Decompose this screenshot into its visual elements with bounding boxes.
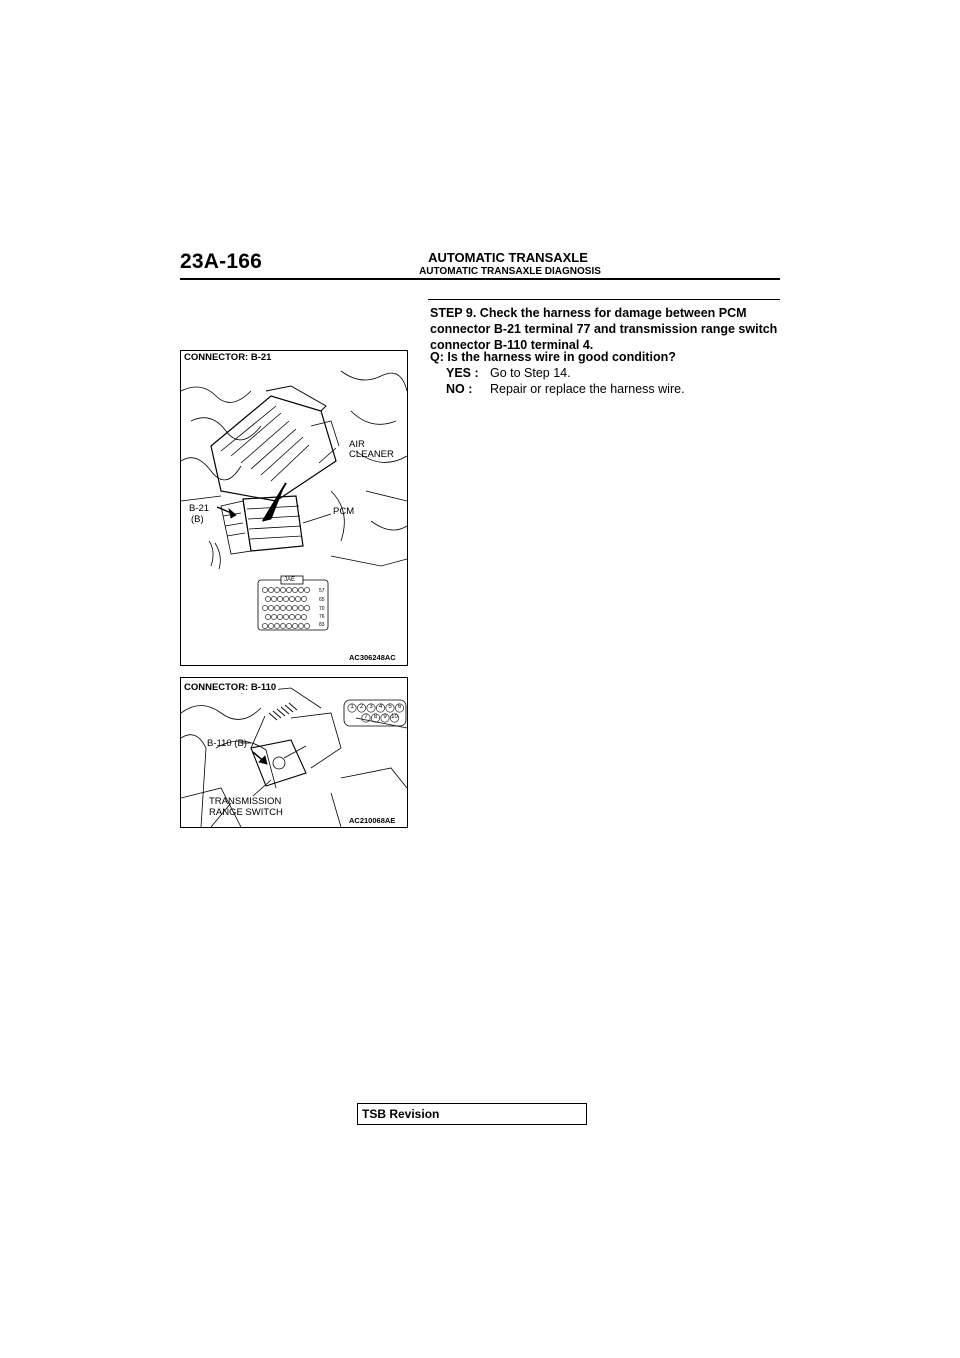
answer-no-text: Repair or replace the harness wire. (490, 382, 685, 396)
callout-air: AIR (349, 439, 365, 450)
b21-pin (286, 623, 291, 628)
tsb-revision-label: TSB Revision (362, 1107, 440, 1121)
b21-pin (280, 605, 285, 610)
step-heading: STEP 9. Check the harness for damage between PCM connector B-21 terminal 77 and transmission range switch connector B-110 terminal 4. (430, 306, 778, 352)
answer-no-key: NO : (446, 382, 473, 396)
b21-pin (265, 614, 270, 619)
b21-pin (298, 605, 303, 610)
pin-83: 83 (319, 622, 325, 628)
figure-connector-b110-code: AC210068AE (349, 816, 396, 825)
callout-range-switch: RANGE SWITCH (209, 807, 283, 818)
b21-pin (292, 587, 297, 592)
figure-connector-b21-label: CONNECTOR: B-21 (184, 352, 272, 363)
callout-cleaner: CLEANER (349, 449, 394, 460)
callout-b21-b: (B) (191, 514, 204, 525)
header-rule (180, 278, 780, 280)
b21-pin (289, 596, 294, 601)
pin-70: 70 (319, 606, 325, 612)
b110-pin-label: 1 (350, 704, 354, 710)
b110-pin-label: 4 (378, 704, 383, 710)
b21-pin (265, 596, 270, 601)
figure-connector-b110-label: CONNECTOR: B-110 (184, 682, 277, 693)
b21-pin (292, 623, 297, 628)
b21-pin (304, 587, 309, 592)
callout-b110: B-110 (B) (207, 738, 247, 749)
b21-pin (301, 614, 306, 619)
b110-pin-label: 6 (397, 704, 402, 710)
figure-connector-b21 (180, 350, 408, 666)
step-question: Q: Is the harness wire in good condition? (430, 350, 676, 364)
step-rule (428, 299, 780, 300)
b21-pin (274, 605, 279, 610)
b21-pin (298, 587, 303, 592)
b21-pin (289, 614, 294, 619)
b21-pin (298, 623, 303, 628)
b21-pin (286, 605, 291, 610)
engine-bay-illustration (181, 351, 407, 665)
b21-pin (301, 596, 306, 601)
b110-pin-label: 2 (359, 704, 364, 710)
answer-yes (446, 366, 571, 380)
b21-pin (262, 605, 267, 610)
b110-pin-label: 5 (388, 704, 392, 710)
b21-pin (280, 623, 285, 628)
b110-pin-labels (181, 678, 407, 827)
b21-pin (295, 596, 300, 601)
b21-pin (304, 623, 309, 628)
pin-65: 65 (319, 597, 325, 603)
figure-connector-b110 (180, 677, 408, 828)
section-title: AUTOMATIC TRANSAXLE (428, 250, 588, 265)
b21-pin (268, 623, 273, 628)
pin-57: 57 (319, 588, 325, 594)
answer-yes-key: YES : (446, 366, 479, 380)
b21-pin (277, 596, 282, 601)
connector-tag-jae: JAE (284, 577, 296, 583)
b110-pin-label: 10 (391, 714, 398, 720)
b21-pin (271, 614, 276, 619)
b21-pin (286, 587, 291, 592)
b21-pin (283, 614, 288, 619)
b21-pin (274, 623, 279, 628)
b21-pin (271, 596, 276, 601)
b21-pin (295, 614, 300, 619)
b21-pin (262, 623, 267, 628)
b21-pin (277, 614, 282, 619)
b110-pin-label: 7 (364, 714, 368, 720)
b110-pin-label: 3 (369, 704, 373, 710)
b21-pin (262, 587, 267, 592)
tsb-revision-box (357, 1103, 587, 1125)
callout-b21: B-21 (189, 503, 210, 514)
b21-pin (274, 587, 279, 592)
b21-pin (268, 605, 273, 610)
answer-no (446, 382, 685, 396)
b110-pin-label: 9 (383, 714, 387, 720)
callout-transmission: TRANSMISSION (209, 796, 282, 807)
answer-yes-text: Go to Step 14. (490, 366, 571, 380)
b110-pin-label: 8 (373, 714, 378, 720)
b21-pin (304, 605, 309, 610)
b21-pin (280, 587, 285, 592)
callout-pcm: PCM (333, 506, 355, 517)
page-number: 23A-166 (180, 250, 262, 273)
pin-76: 76 (319, 614, 325, 620)
b21-pin (268, 587, 273, 592)
b21-pin (292, 605, 297, 610)
b21-pin (283, 596, 288, 601)
figure-connector-b21-code: AC306248AC (349, 653, 396, 662)
section-subtitle: AUTOMATIC TRANSAXLE DIAGNOSIS (419, 266, 601, 277)
